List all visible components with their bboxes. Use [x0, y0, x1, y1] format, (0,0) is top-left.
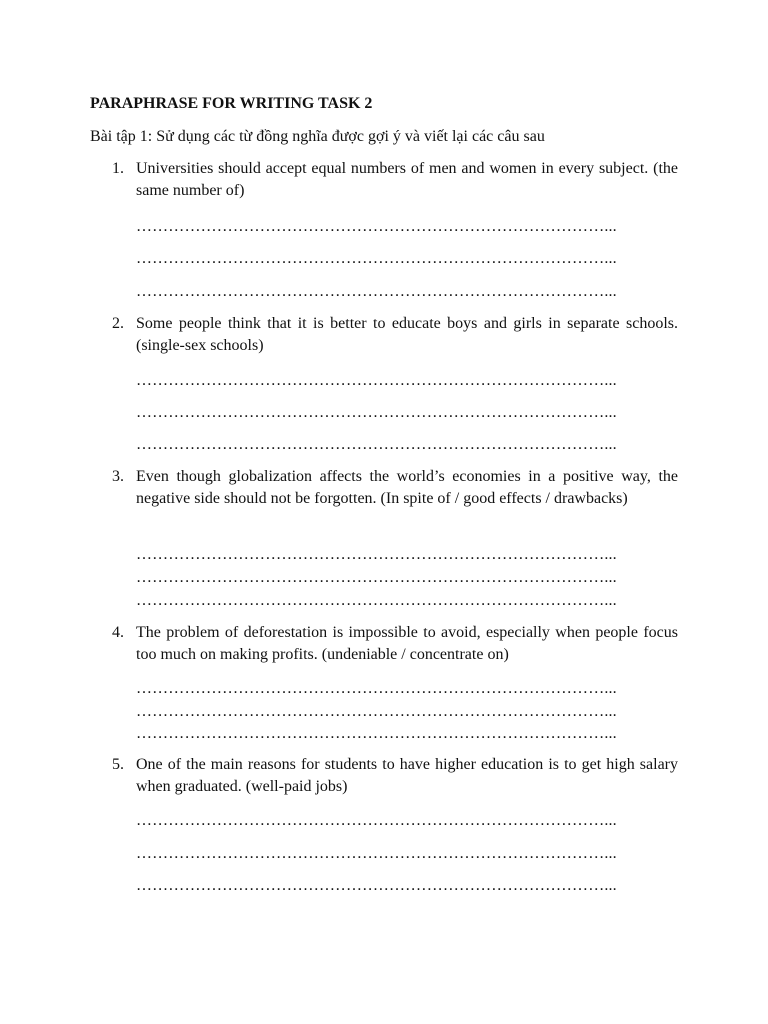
answer-line[interactable]: ……………………………………………………………………………...	[136, 405, 617, 421]
exercise-item-5	[112, 754, 678, 894]
item-number: 4.	[112, 624, 124, 641]
item-number: 1.	[112, 160, 124, 177]
item-sentence: One of the main reasons for students to have higher education is to get high salary when graduated. (well-paid jobs)	[136, 756, 678, 795]
item-sentence: Some people think that it is better to educate boys and girls in separate schools. (single-sex schools)	[136, 315, 678, 354]
item-number: 2.	[112, 315, 124, 332]
answer-line[interactable]: ……………………………………………………………………………...	[136, 547, 617, 563]
answer-line[interactable]: ……………………………………………………………………………...	[136, 726, 617, 742]
answer-line[interactable]: ……………………………………………………………………………...	[136, 593, 617, 609]
answer-line[interactable]: ……………………………………………………………………………...	[136, 373, 617, 389]
answer-line[interactable]: ……………………………………………………………………………...	[136, 704, 617, 720]
answer-line[interactable]: ……………………………………………………………………………...	[136, 570, 617, 586]
answer-line[interactable]: ……………………………………………………………………………...	[136, 813, 617, 829]
exercise-item-2	[112, 313, 678, 453]
item-sentence: Even though globalization affects the world’s economies in a positive way, the negative side should not be forgotten. (In spite of / good effects / drawbacks)	[136, 468, 678, 507]
exercise-instruction: Bài tập 1: Sử dụng các từ đồng nghĩa được gợi ý và viết lại các câu sau	[90, 128, 545, 145]
exercise-item-1	[112, 158, 678, 300]
answer-line[interactable]: ……………………………………………………………………………...	[136, 878, 617, 894]
item-sentence: Universities should accept equal numbers of men and women in every subject. (the same number of)	[136, 160, 678, 199]
document-title: PARAPHRASE FOR WRITING TASK 2	[90, 95, 373, 112]
answer-line[interactable]: ……………………………………………………………………………...	[136, 219, 617, 235]
answer-line[interactable]: ……………………………………………………………………………...	[136, 846, 617, 862]
answer-line[interactable]: ……………………………………………………………………………...	[136, 437, 617, 453]
item-number: 3.	[112, 468, 124, 485]
answer-line[interactable]: ……………………………………………………………………………...	[136, 681, 617, 697]
answer-line[interactable]: ……………………………………………………………………………...	[136, 251, 617, 267]
exercise-item-3	[112, 466, 678, 609]
item-number: 5.	[112, 756, 124, 773]
answer-line[interactable]: ……………………………………………………………………………...	[136, 284, 617, 300]
item-sentence: The problem of deforestation is impossible to avoid, especially when people focus too much on making profits. (undeniable / concentrate on)	[136, 624, 678, 663]
exercise-item-4	[112, 622, 678, 742]
